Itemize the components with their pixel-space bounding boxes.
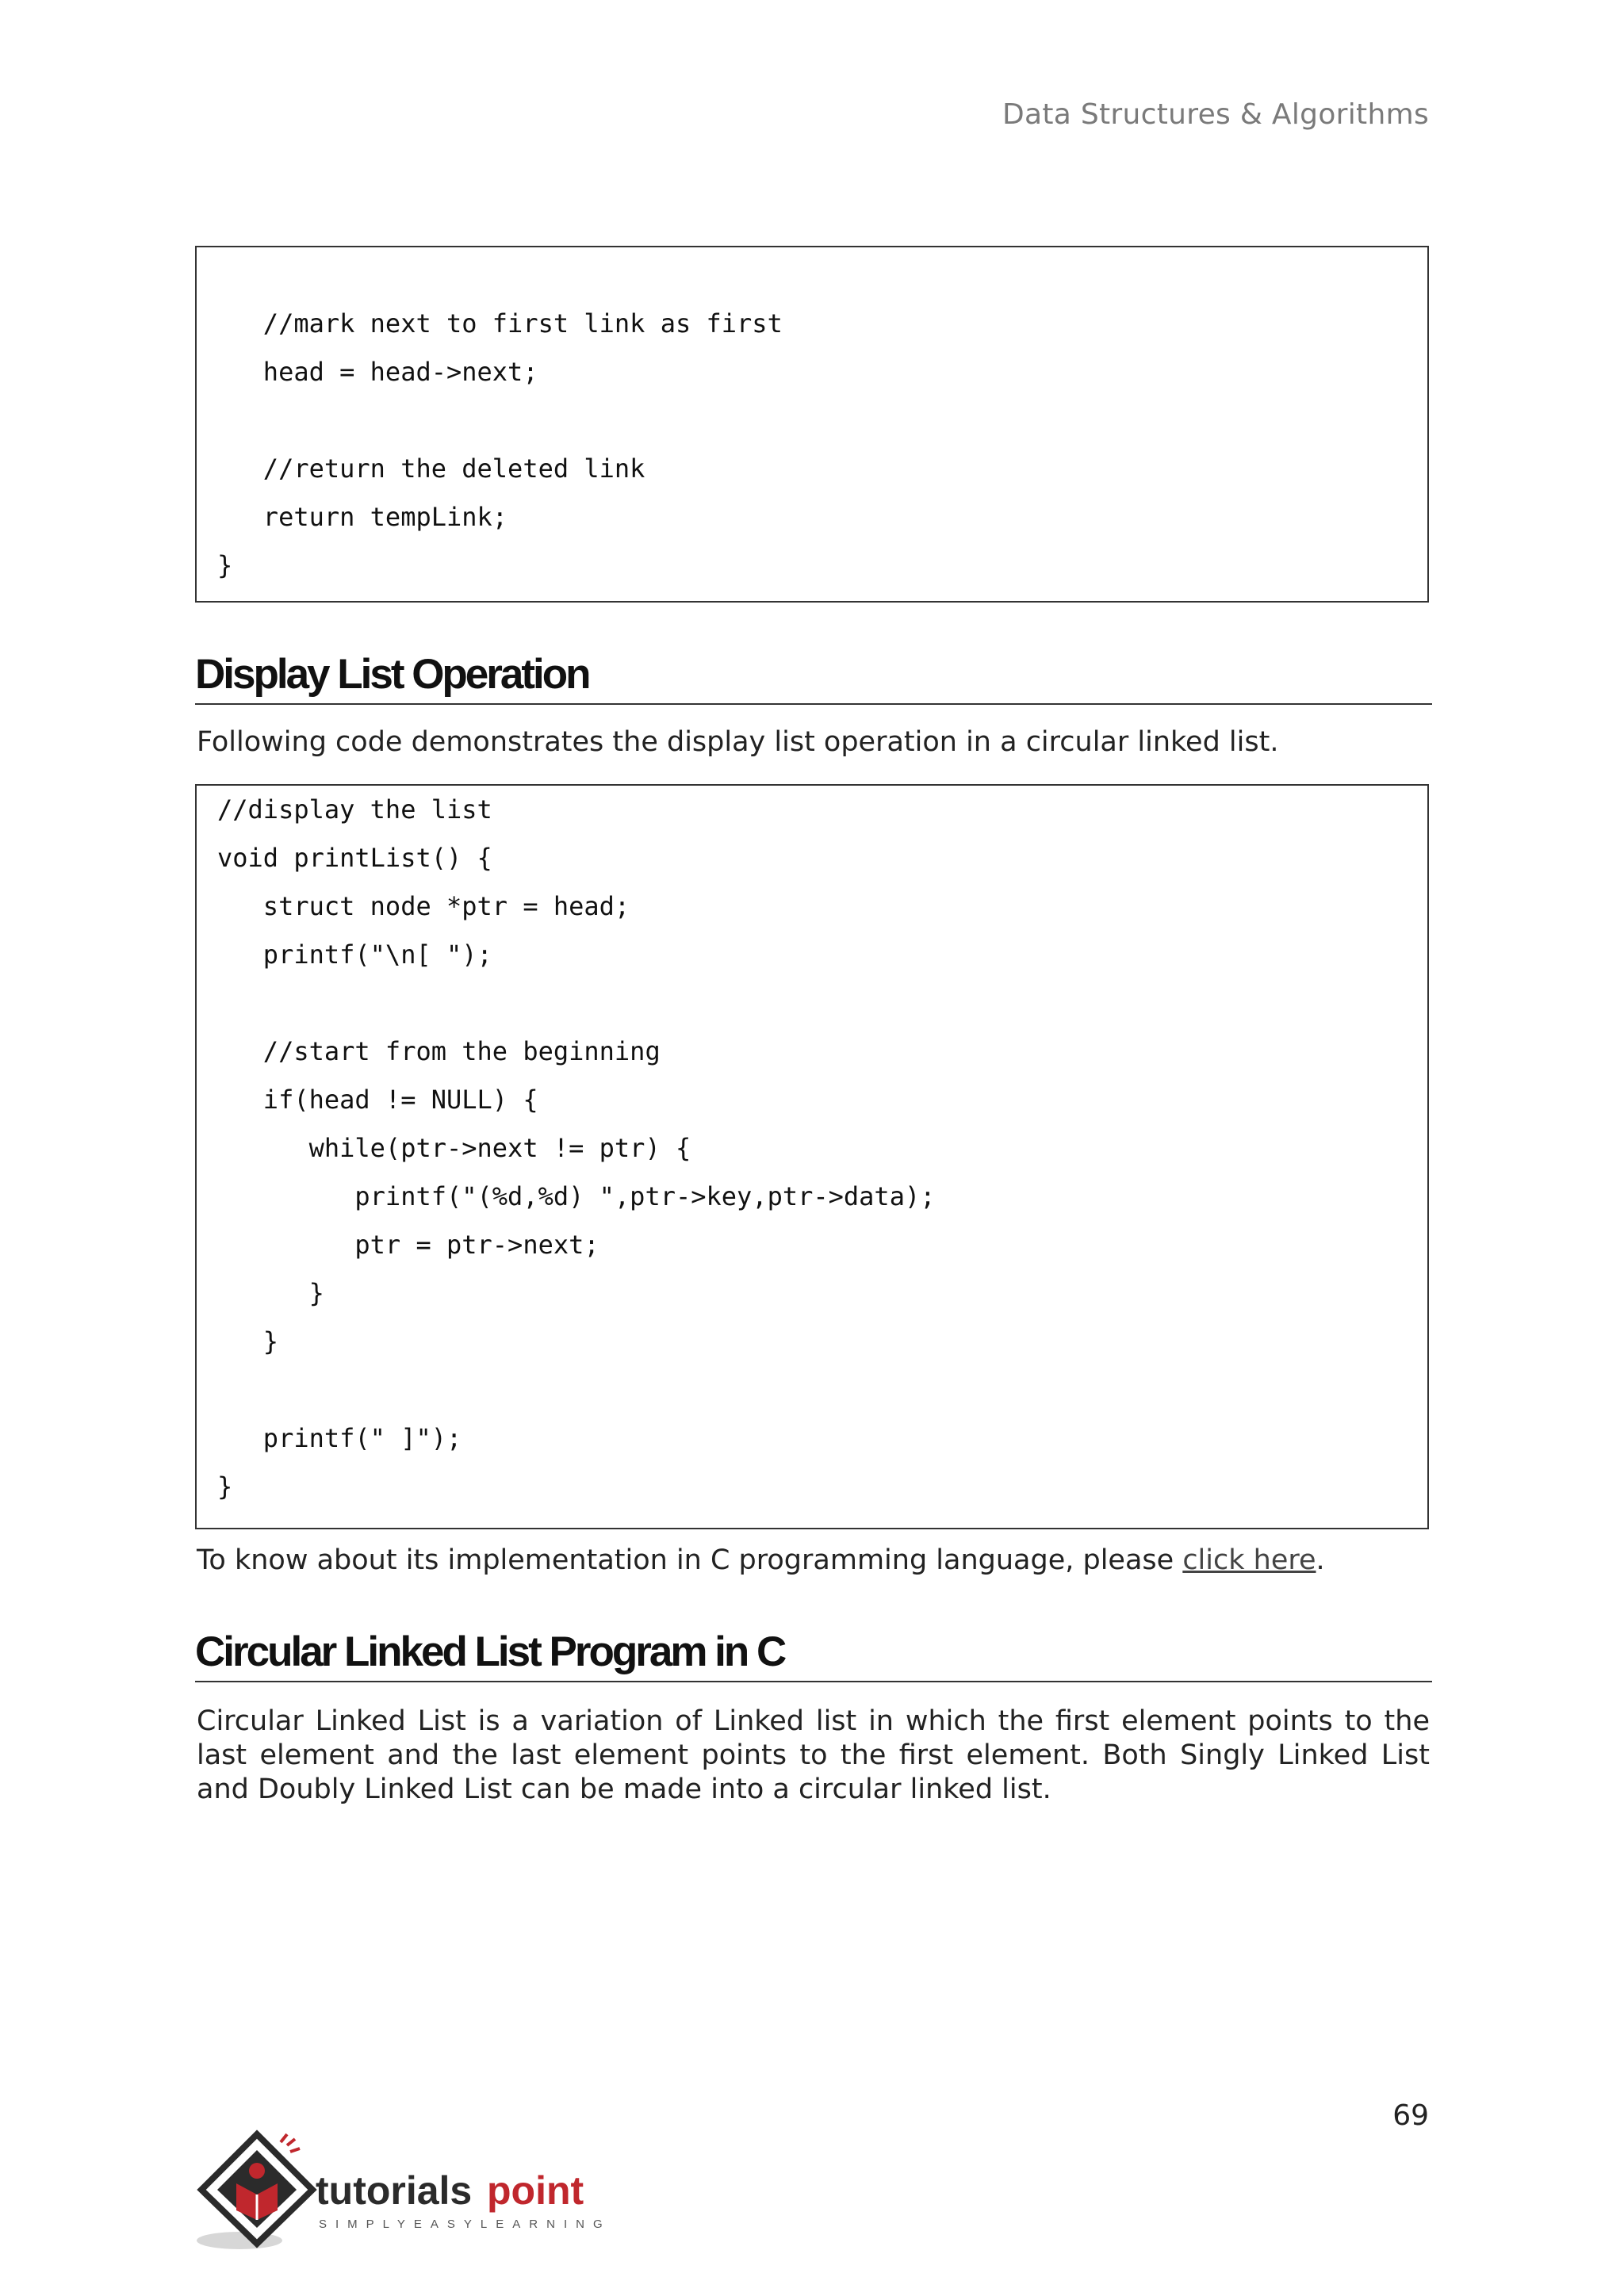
code-block-delete-tail [195,246,1429,603]
section-heading-display-list: Display List Operation [195,650,1432,705]
code-line: } [217,1471,233,1502]
logo-tagline: SIMPLYEASYLEARNING [319,2218,611,2231]
code-listing [217,786,1427,1511]
code-line: printf("(%d,%d) ",ptr->key,ptr->data); [217,1181,936,1211]
code-line: while(ptr->next != ptr) { [217,1133,691,1163]
circular-list-description: Circular Linked List is a variation of Linked list in which the first element points to the last element and the last element points to the first element. Both Singly Linked List and Doubly Linked List can be made into a circular linked list. [197,1705,1430,1805]
code-line: //mark next to first link as first [217,308,783,339]
tutorialspoint-logo-icon [193,2125,638,2260]
code-line: } [217,1326,279,1357]
code-line: //return the deleted link [217,453,645,484]
code-line: ptr = ptr->next; [217,1230,599,1260]
code-line: } [217,1278,324,1308]
code-line: void printList() { [217,843,492,873]
code-listing [217,300,1427,590]
code-line: return tempLink; [217,502,508,532]
code-line: } [217,550,233,580]
page-number: 69 [1392,2099,1429,2132]
section-heading-circular-program: Circular Linked List Program in C [195,1628,1432,1682]
code-line: //display the list [217,794,492,825]
implementation-note-end: . [1316,1544,1325,1576]
display-list-intro: Following code demonstrates the display list operation in a circular linked list. [197,726,1279,758]
click-here-link[interactable]: click here [1182,1544,1316,1576]
implementation-note-text: To know about its implementation in C programming language, please [197,1544,1183,1576]
logo-name-part2: point [487,2168,584,2213]
logo-name-part1: tutorials [316,2168,473,2213]
code-line: head = head->next; [217,357,538,387]
implementation-note [197,1544,1430,1578]
tutorialspoint-logo [193,2125,638,2260]
code-line: //start from the beginning [217,1036,661,1066]
code-line: printf("\n[ "); [217,939,492,970]
code-line: printf(" ]"); [217,1423,462,1453]
code-line: struct node *ptr = head; [217,891,630,921]
code-block-print-list [195,784,1429,1529]
running-header-title: Data Structures & Algorithms [1002,98,1429,131]
code-line: if(head != NULL) { [217,1085,538,1115]
